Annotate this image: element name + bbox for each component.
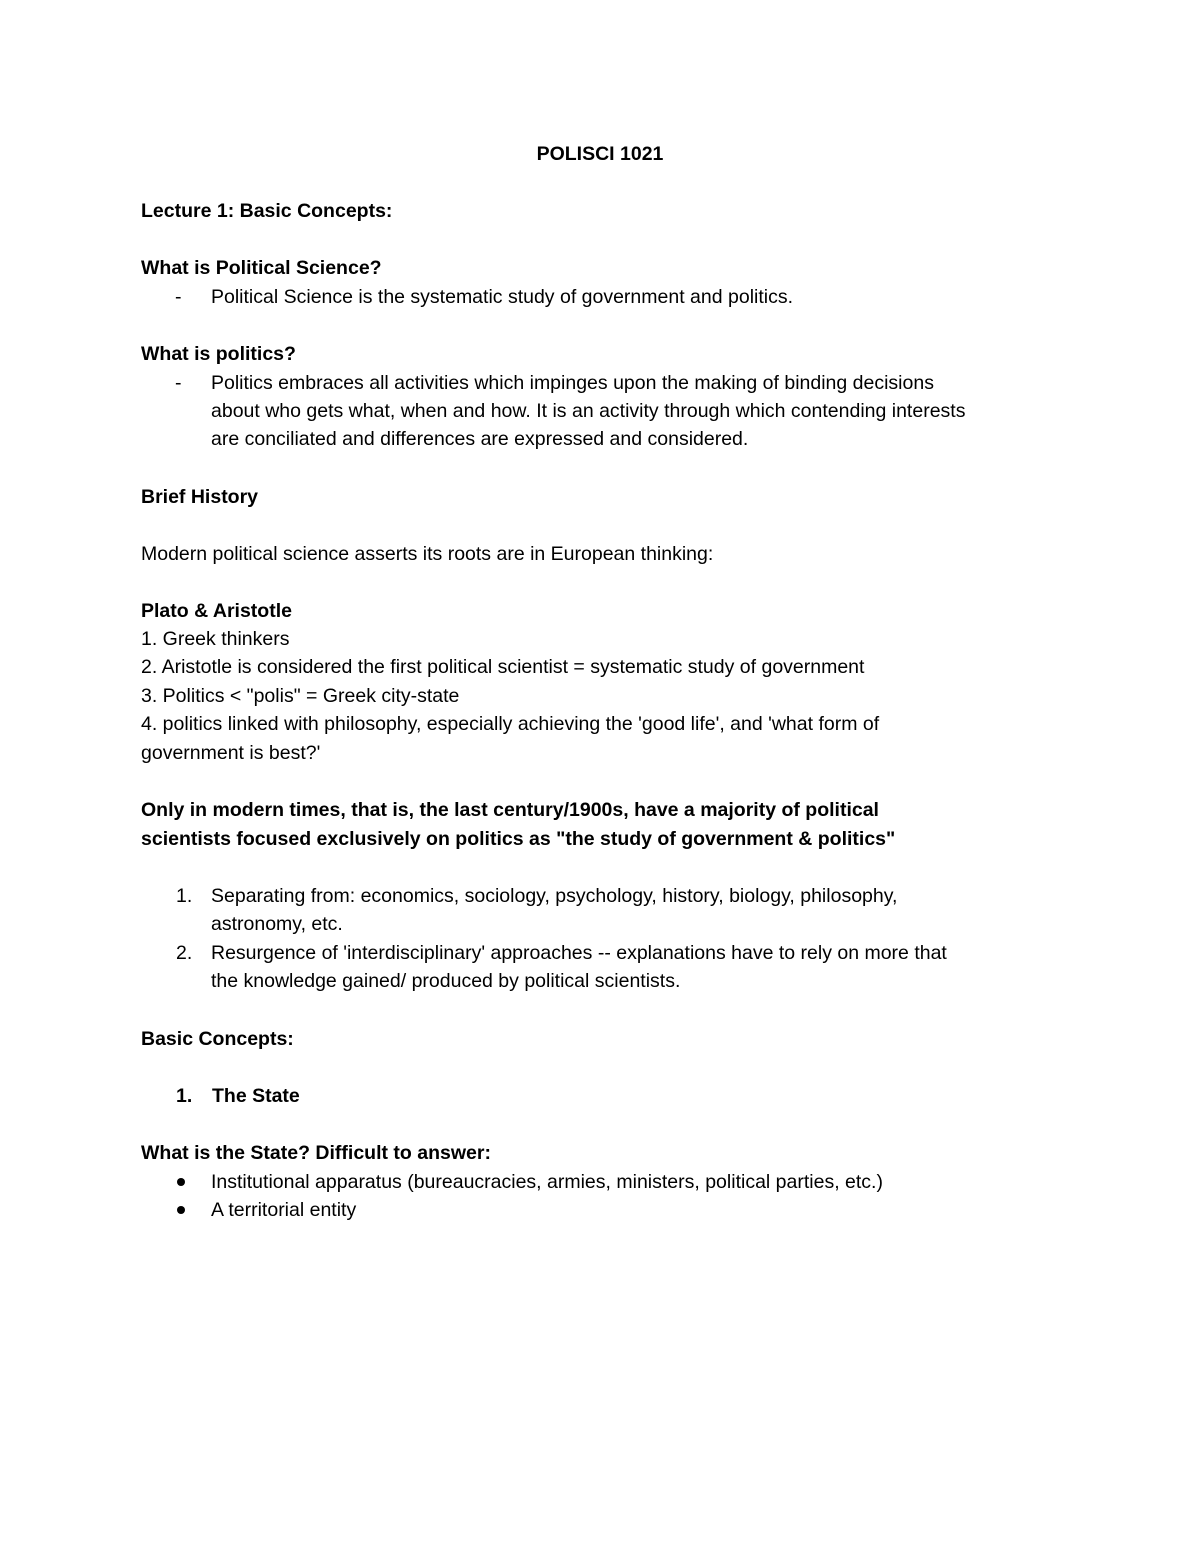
list-number: 1.	[176, 885, 193, 907]
bullet-icon	[177, 1178, 185, 1186]
politics-definition-line: are conciliated and differences are expressed and considered.	[211, 428, 749, 450]
state-heading: What is the State? Difficult to answer:	[141, 1142, 491, 1164]
modern-item-line: astronomy, etc.	[211, 913, 343, 935]
politics-definition-line: about who gets what, when and how. It is an activity through which contending interests	[211, 400, 966, 422]
list-number: 2.	[176, 942, 193, 964]
plato-list-line: 3. Politics < "polis" = Greek city-state	[141, 685, 460, 707]
state-bullet-item: A territorial entity	[211, 1199, 357, 1221]
lecture-heading: Lecture 1: Basic Concepts:	[141, 200, 393, 222]
plato-heading: Plato & Aristotle	[141, 600, 292, 622]
plato-list-line: 1. Greek thinkers	[141, 628, 290, 650]
dash-marker: -	[175, 286, 182, 308]
modern-statement-line: Only in modern times, that is, the last century/1900s, have a majority of political	[141, 799, 879, 821]
modern-item-line: Separating from: economics, sociology, psychology, history, biology, philosophy,	[211, 885, 898, 907]
modern-statement-line: scientists focused exclusively on politics as "the study of government & politics"	[141, 828, 896, 850]
concept-state-label: The State	[212, 1085, 300, 1107]
politics-heading: What is politics?	[141, 343, 296, 365]
polisci-heading: What is Political Science?	[141, 257, 382, 279]
modern-item-line: Resurgence of 'interdisciplinary' approaches -- explanations have to rely on more that	[211, 942, 947, 964]
document-title: POLISCI 1021	[536, 143, 664, 165]
concepts-heading: Basic Concepts:	[141, 1028, 294, 1050]
plato-list-line: 4. politics linked with philosophy, especially achieving the 'good life', and 'what form of	[141, 713, 880, 735]
politics-definition-line: Politics embraces all activities which impinges upon the making of binding decisions	[211, 372, 934, 394]
bullet-icon	[177, 1206, 185, 1214]
modern-item-line: the knowledge gained/ produced by political scientists.	[211, 970, 681, 992]
history-intro: Modern political science asserts its roots are in European thinking:	[141, 543, 714, 565]
polisci-definition: Political Science is the systematic study of government and politics.	[211, 286, 794, 308]
plato-list-line: 2. Aristotle is considered the first political scientist = systematic study of government	[141, 656, 865, 678]
state-bullet-item: Institutional apparatus (bureaucracies, armies, ministers, political parties, etc.)	[211, 1171, 883, 1193]
list-number: 1.	[176, 1085, 193, 1107]
plato-list-line: government is best?'	[141, 742, 321, 764]
history-heading: Brief History	[141, 486, 259, 508]
dash-marker: -	[175, 372, 182, 394]
